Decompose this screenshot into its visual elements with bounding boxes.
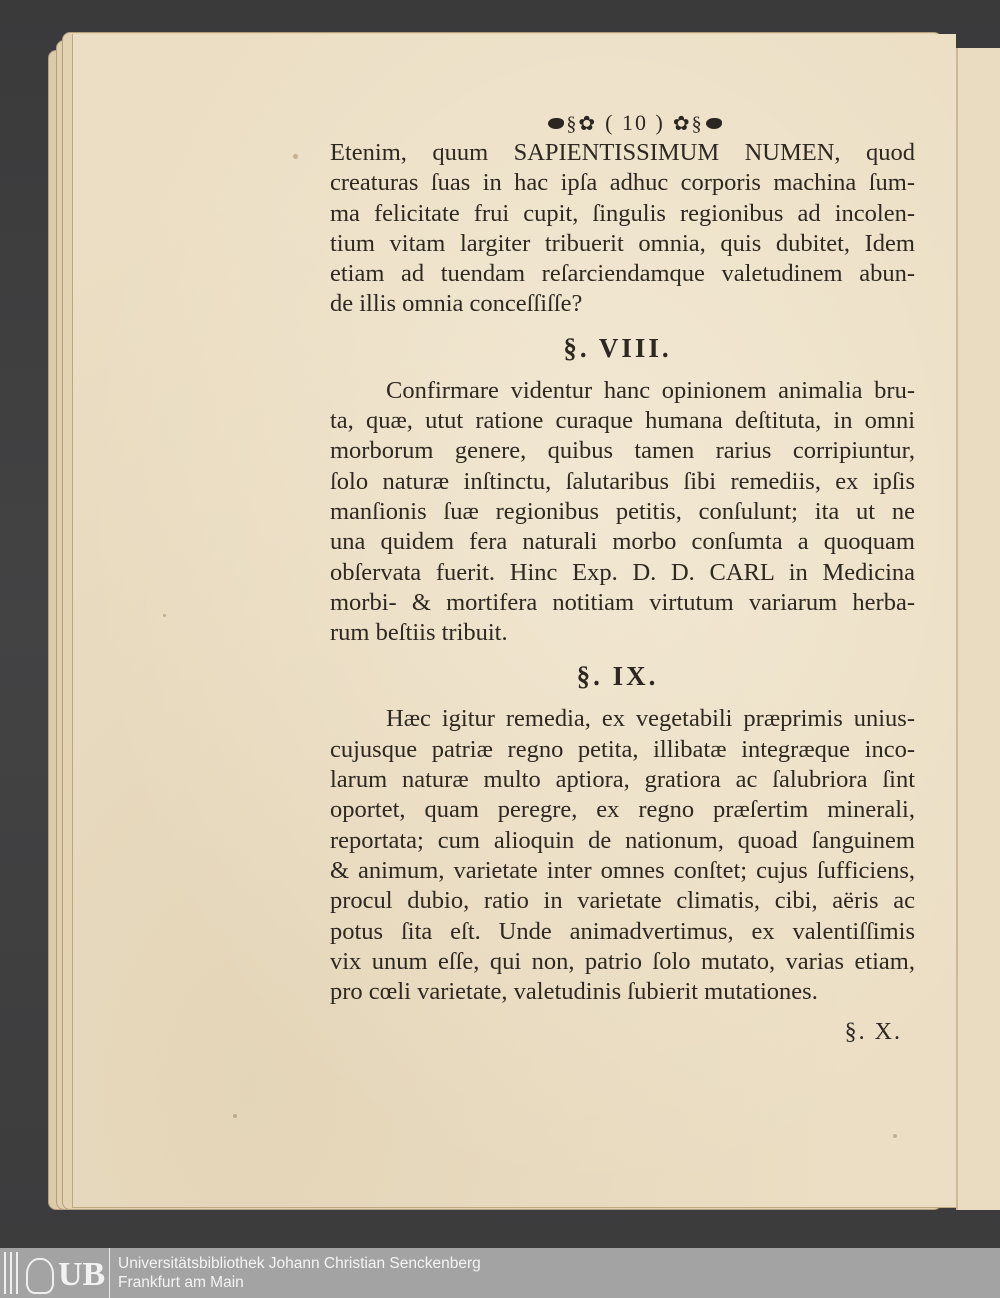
text-line: oportet, quam peregre, ex regno præſertim minerali, bbox=[330, 796, 915, 824]
text-line: rum beſtiis tribuit. bbox=[330, 619, 508, 647]
foxing-spot bbox=[893, 1134, 897, 1138]
text-line: morbi- & mortifera notitiam virtutum variarum herba- bbox=[330, 588, 915, 616]
page-number: ( 10 ) bbox=[605, 110, 665, 135]
text-line: obſervata fuerit. Hinc Exp. D. D. CARL in Medicina bbox=[330, 558, 915, 586]
library-footer bbox=[0, 1248, 1000, 1298]
section-ix bbox=[330, 648, 920, 1007]
ornament-right-icon: ✿§ bbox=[673, 111, 722, 136]
page-text bbox=[330, 108, 920, 1046]
text-line: procul dubio, ratio in varietate climatis, cibi, aëris ac bbox=[330, 887, 915, 915]
text-line: vix unum eſſe, qui non, patrio ſolo mutato, varias etiam, bbox=[330, 947, 915, 975]
text-line: ma felicitate frui cupit, ſingulis regionibus ad incolen- bbox=[330, 199, 915, 227]
running-head bbox=[350, 108, 920, 138]
foxing-spot bbox=[293, 154, 298, 159]
institution-name bbox=[118, 1254, 481, 1292]
ub-logo-icon[interactable] bbox=[0, 1248, 110, 1298]
catchword: §. X. bbox=[844, 1019, 902, 1046]
foxing-spot bbox=[163, 614, 166, 617]
institution-line-2: Frankfurt am Main bbox=[118, 1274, 244, 1291]
ub-logo-text: UB bbox=[58, 1256, 106, 1293]
text-line: manſionis ſuæ regionibus petitis, conſulunt; ita ut ne bbox=[330, 497, 915, 525]
text-line: Hæc igitur remedia, ex vegetabili præprimis unius- bbox=[386, 705, 915, 733]
text-line: de illis omnia conceſſiſſe? bbox=[330, 290, 583, 318]
foxing-spot bbox=[233, 1114, 237, 1118]
section-viii bbox=[330, 320, 920, 649]
text-line: ſolo naturæ inſtinctu, ſalutaribus ſibi remediis, ex ipſis bbox=[330, 467, 915, 495]
text-line: Etenim, quum SAPIENTISSIMUM NUMEN, quod bbox=[330, 139, 915, 166]
institution-line-1: Universitätsbibliothek Johann Christian Senckenberg bbox=[118, 1255, 481, 1272]
text-line: morborum genere, quibus tamen rarius corripiuntur, bbox=[330, 437, 915, 465]
text-line: & animum, varietate inter omnes conſtet; cujus ſufficiens, bbox=[330, 856, 915, 884]
text-line: etiam ad tuendam reſarciendamque valetudinem abun- bbox=[330, 260, 915, 288]
facing-page-edge bbox=[956, 48, 1000, 1210]
text-line: tium vitam largiter tribuerit omnia, quis dubitet, Idem bbox=[330, 229, 915, 257]
ornament-left-icon: §✿ bbox=[548, 111, 597, 136]
text-line: una quidem fera naturali morbo conſumta a quoquam bbox=[330, 528, 915, 556]
text-line: Confirmare videntur hanc opinionem animalia bru- bbox=[386, 376, 915, 404]
columns-icon bbox=[4, 1252, 18, 1294]
intro-paragraph bbox=[330, 138, 920, 320]
section-heading: §. VIII. bbox=[563, 332, 672, 363]
text-line: ta, quæ, utut ratione curaque humana deſtituta, in omni bbox=[330, 407, 915, 435]
text-line: creaturas ſuas in hac ipſa adhuc corporis machina ſum- bbox=[330, 169, 915, 197]
section-heading: §. IX. bbox=[576, 661, 659, 692]
text-line: larum naturæ multo aptiora, gratiora ac ſalubriora ſint bbox=[330, 766, 915, 794]
text-line: pro cœli varietate, valetudinis ſubierit mutationes. bbox=[330, 978, 818, 1006]
text-line: reportata; cum alioquin de nationum, quoad ſanguinem bbox=[330, 826, 915, 854]
text-line: cujusque patriæ regno petita, illibatæ integræque inco- bbox=[330, 735, 915, 763]
portrait-icon bbox=[26, 1258, 54, 1294]
text-line: potus ſita eſt. Unde animadvertimus, ex valentiſſimis bbox=[330, 917, 915, 945]
